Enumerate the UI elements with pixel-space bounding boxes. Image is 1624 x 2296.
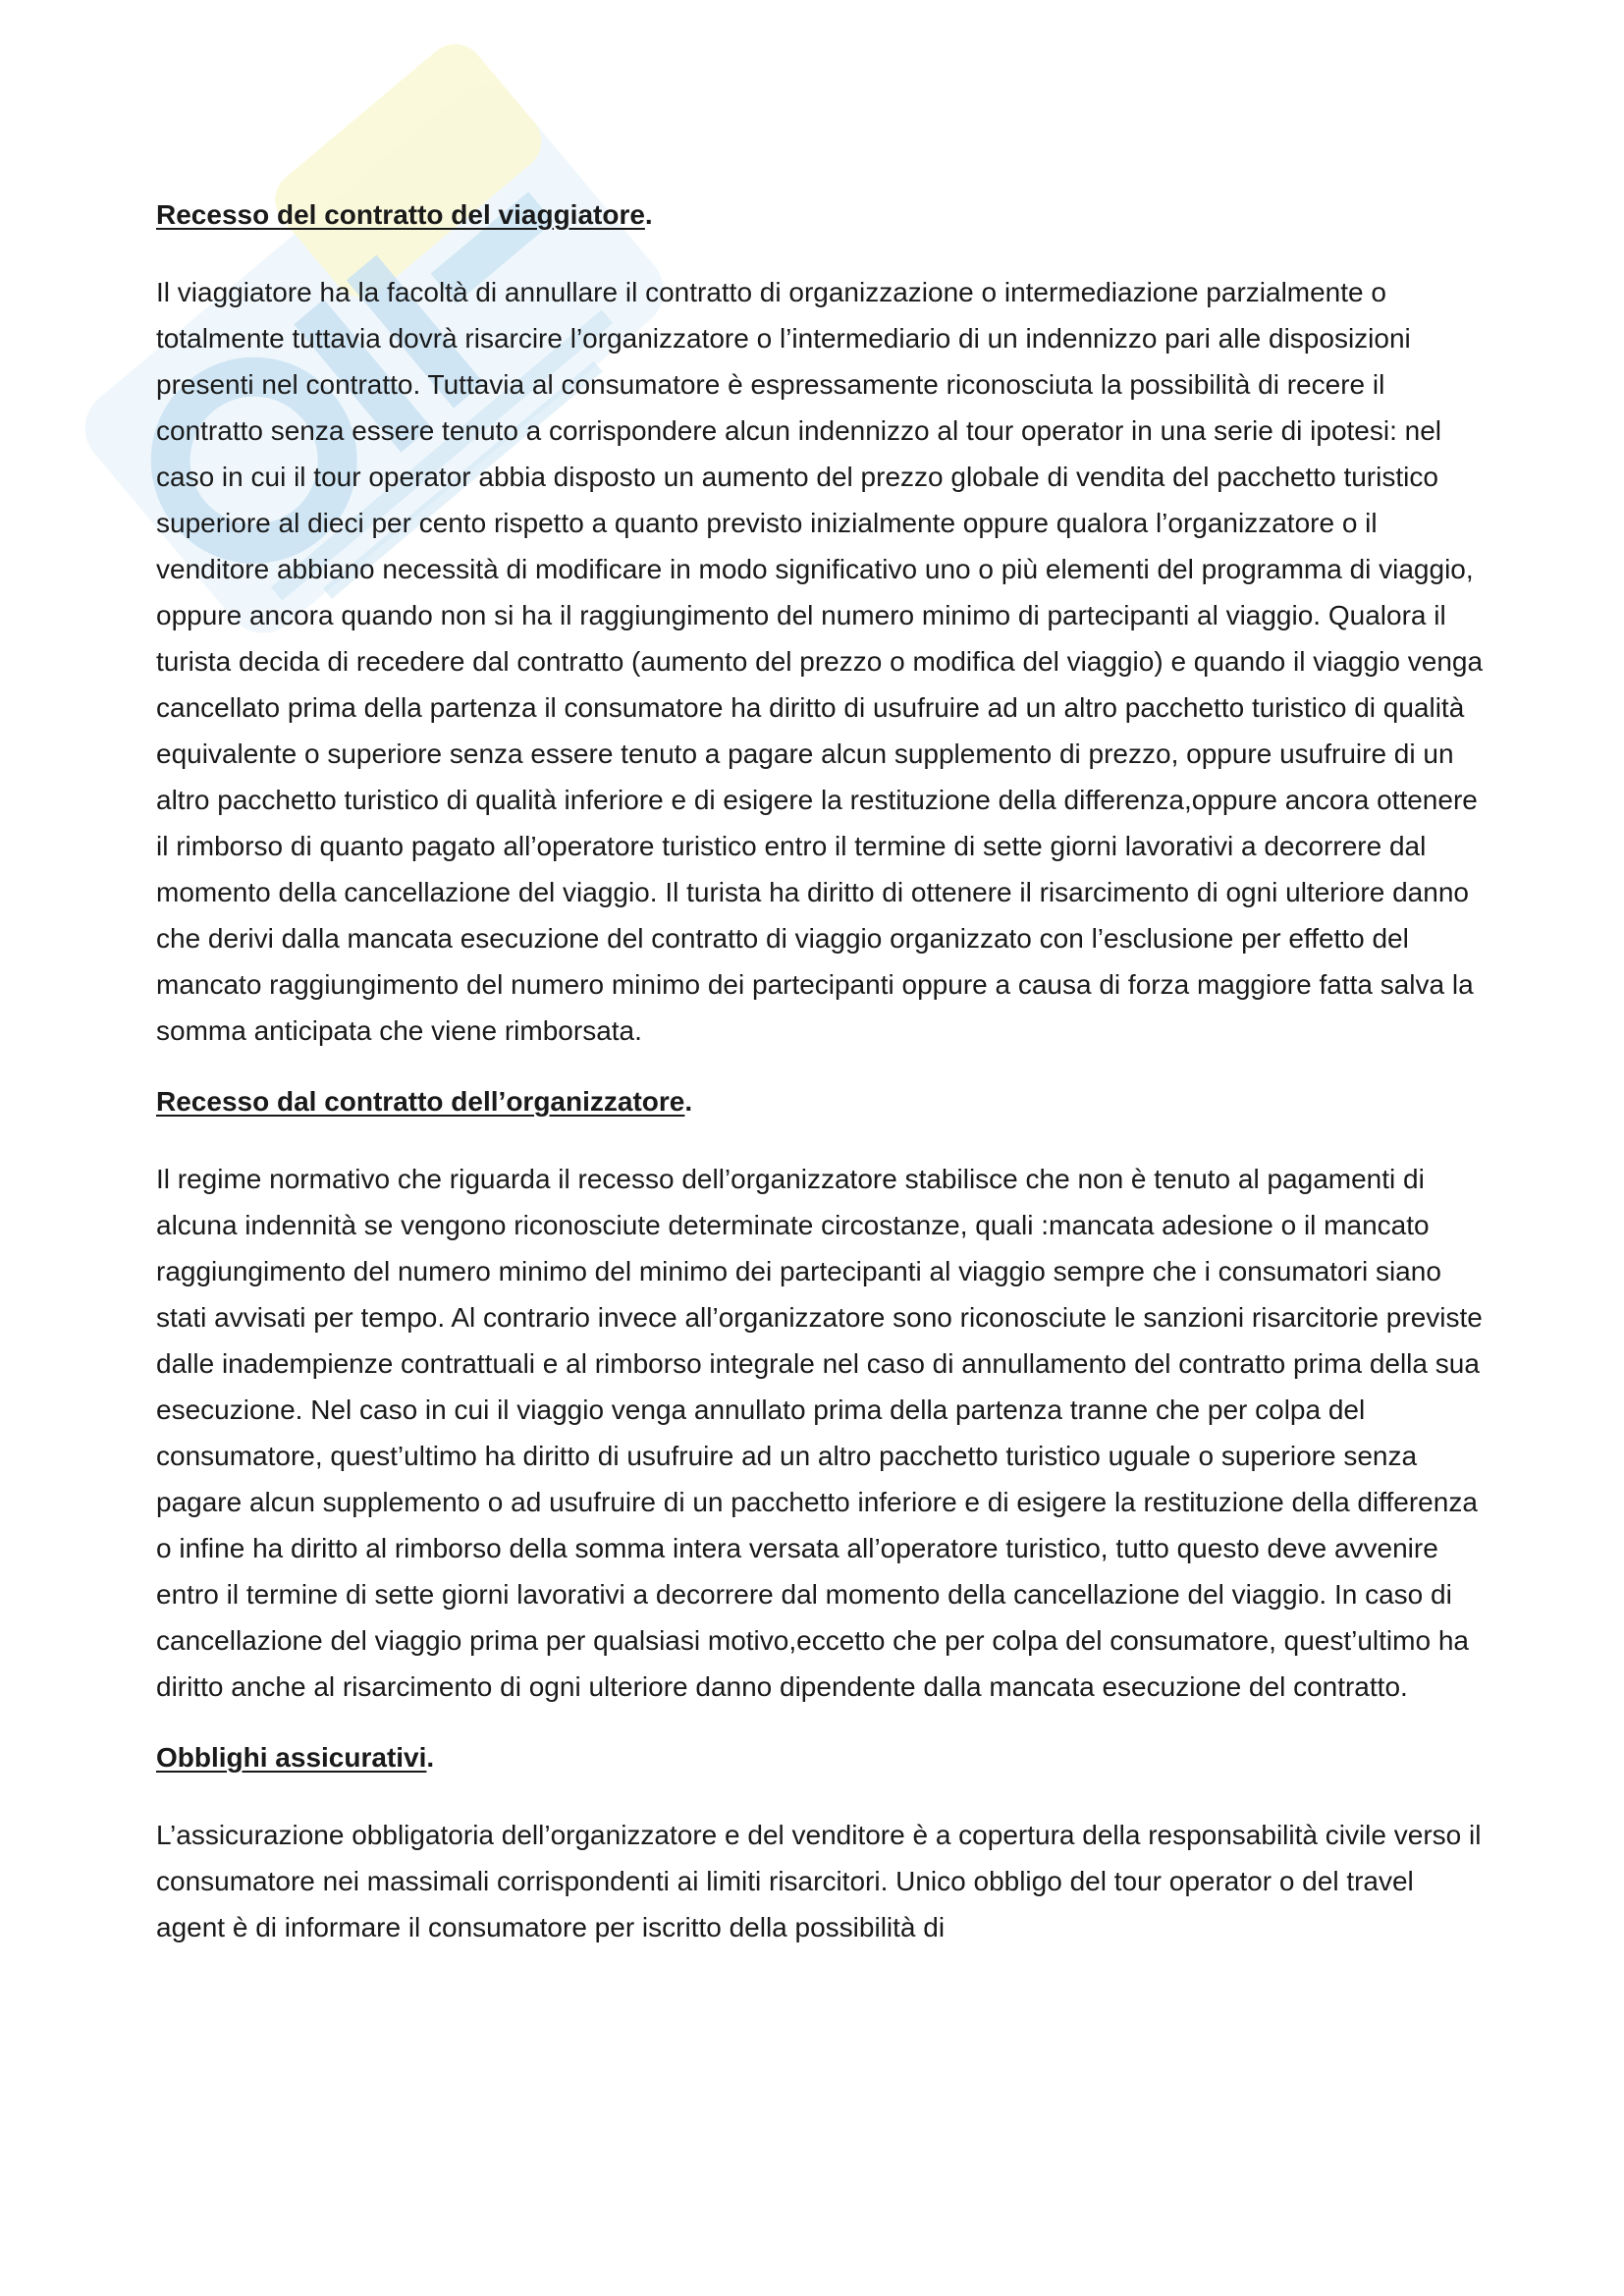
section-title	[156, 192, 1484, 238]
section-recesso-organizzatore	[156, 1079, 1484, 1710]
section-title	[156, 1735, 1484, 1780]
section-paragraph: Il viaggiatore ha la facoltà di annullare il contratto di organizzazione o intermediazione parzialmente o totalmente tuttavia dovrà risarcire l’organizzatore o l’intermediario di un indennizzo pari alle disposizioni presenti nel contratto. Tuttavia al consumatore è espressamente riconosciuta la possibilità di recere il contratto senza essere tenuto a corrispondere alcun indennizzo al tour operator in una serie di ipotesi: nel caso in cui il tour operator abbia disposto un aumento del prezzo globale di vendita del pacchetto turistico superiore al dieci per cento rispetto a quanto previsto inizialmente oppure qualora l’organizzatore o il venditore abbiano necessità di modificare in modo significativo uno o più elementi del programma di viaggio, oppure ancora quando non si ha il raggiungimento del numero minimo di partecipanti al viaggio. Qualora il turista decida di recedere dal contratto (aumento del prezzo o modifica del viaggio) e quando il viaggio venga cancellato prima della partenza il consumatore ha diritto di usufruire ad un altro pacchetto turistico di qualità equivalente o superiore senza essere tenuto a pagare alcun supplemento di prezzo, oppure usufruire di un altro pacchetto turistico di qualità inferiore e di esigere la restituzione della differenza,oppure ancora ottenere il rimborso di quanto pagato all’operatore turistico entro il termine di sette giorni lavorativi a decorrere dal momento della cancellazione del viaggio. Il turista ha diritto di ottenere il risarcimento di ogni ulteriore danno che derivi dalla mancata esecuzione del contratto di viaggio organizzato con l’esclusione per effetto del mancato raggiungimento del numero minimo dei partecipanti oppure a causa di forza maggiore fatta salva la somma anticipata che viene rimborsata.	[156, 277, 1484, 1046]
title-period: .	[684, 1086, 693, 1117]
section-title	[156, 1079, 1484, 1124]
section-title-text: Recesso del contratto del viaggiatore	[156, 199, 645, 230]
section-recesso-viaggiatore	[156, 192, 1484, 1054]
section-title-text: Recesso dal contratto dell’organizzatore	[156, 1086, 685, 1117]
section-title-text: Obblighi assicurativi	[156, 1742, 427, 1773]
title-period: .	[426, 1742, 435, 1773]
title-period: .	[644, 199, 653, 230]
section-paragraph: Il regime normativo che riguarda il recesso dell’organizzatore stabilisce che non è tenuto al pagamenti di alcuna indennità se vengono riconosciute determinate circostanze, quali :mancata adesione o il mancato raggiungimento del numero minimo del minimo dei partecipanti al viaggio sempre che i consumatori siano stati avvisati per tempo. Al contrario invece all’organizzatore sono riconosciute le sanzioni risarcitorie previste dalle inadempienze contrattuali e al rimborso integrale nel caso di annullamento del contratto prima della sua esecuzione. Nel caso in cui il viaggio venga annullato prima della partenza tranne che per colpa del consumatore, quest’ultimo ha diritto di usufruire ad un altro pacchetto turistico uguale o superiore senza pagare alcun supplemento o ad usufruire di un pacchetto inferiore e di esigere la restituzione della differenza o infine ha diritto al rimborso della somma intera versata all’operatore turistico, tutto questo deve avvenire entro il termine di sette giorni lavorativi a decorrere dal momento della cancellazione del viaggio. In caso di cancellazione del viaggio prima per qualsiasi motivo,eccetto che per colpa del consumatore, quest’ultimo ha diritto anche al risarcimento di ogni ulteriore danno dipendente dalla mancata esecuzione del contratto.	[156, 1164, 1483, 1702]
section-obblighi-assicurativi	[156, 1735, 1484, 1950]
section-paragraph: L’assicurazione obbligatoria dell’organizzatore e del venditore è a copertura della responsabilità civile verso il consumatore nei massimali corrispondenti ai limiti risarcitori. Unico obbligo del tour operator o del travel agent è di informare il consumatore per iscritto della possibilità di	[156, 1820, 1482, 1942]
document-body	[156, 192, 1484, 1976]
